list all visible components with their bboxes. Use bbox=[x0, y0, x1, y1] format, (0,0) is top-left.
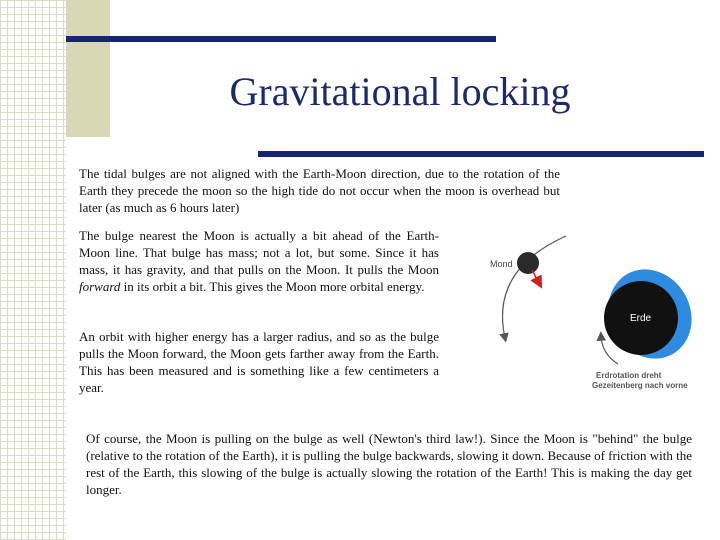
title-bar-top bbox=[66, 36, 496, 42]
paragraph-higher-energy-orbit: An orbit with higher energy has a larger radius, and so as the bulge pulls the Moon forward, the Moon gets farther away from the Earth. This has been measured and is something like a few centimeters a year. bbox=[79, 329, 439, 395]
paragraph-bulge-nearest-emphasis: forward bbox=[79, 279, 121, 294]
earth-label: Erde bbox=[630, 313, 652, 324]
paragraph-tidal-bulges: The tidal bulges are not aligned with the Earth-Moon direction, due to the rotation of the Earth they precede the moon so the high tide do not occur when the moon is overhead but later (as much as 6 hours later) bbox=[79, 166, 560, 215]
paragraph-newtons-third-law: Of course, the Moon is pulling on the bulge as well (Newton's third law!). Since the Moon is "behind" the bulge (relative to the rotation of the Earth), it is pulling the bulge backwards, slowing it down. Because of friction with the rest of the Earth, this slowing of the bulge is actually slowing the rotation of the Earth! This is making the day get longer. bbox=[86, 431, 692, 497]
grid-background-strip bbox=[0, 0, 66, 540]
diagram-caption-line-2: Gezeitenberg nach vorne bbox=[592, 381, 688, 390]
slide-title: Gravitational locking bbox=[229, 69, 571, 114]
paragraph-bulge-nearest-text-2: in its orbit a bit. This gives the Moon more orbital energy. bbox=[120, 279, 425, 294]
tidal-locking-diagram-svg bbox=[470, 230, 700, 410]
moon-circle bbox=[517, 252, 539, 274]
title-bar-bottom bbox=[258, 151, 704, 157]
paragraph-bulge-nearest-text-1: The bulge nearest the Moon is actually a bit ahead of the Earth-Moon line. That bulge has mass; not a lot, but some. Since it has mass, it has gravity, and that pulls on the Moon. It pulls the Moon bbox=[79, 228, 439, 277]
moon-pull-arrow bbox=[532, 270, 539, 283]
paragraph-bulge-nearest bbox=[79, 227, 439, 295]
accent-square bbox=[66, 0, 110, 137]
moon-orbit-arc bbox=[503, 236, 566, 338]
tidal-locking-diagram bbox=[470, 230, 700, 410]
diagram-caption-line-1: Erdrotation dreht bbox=[596, 371, 662, 380]
moon-label: Mond bbox=[490, 259, 513, 269]
